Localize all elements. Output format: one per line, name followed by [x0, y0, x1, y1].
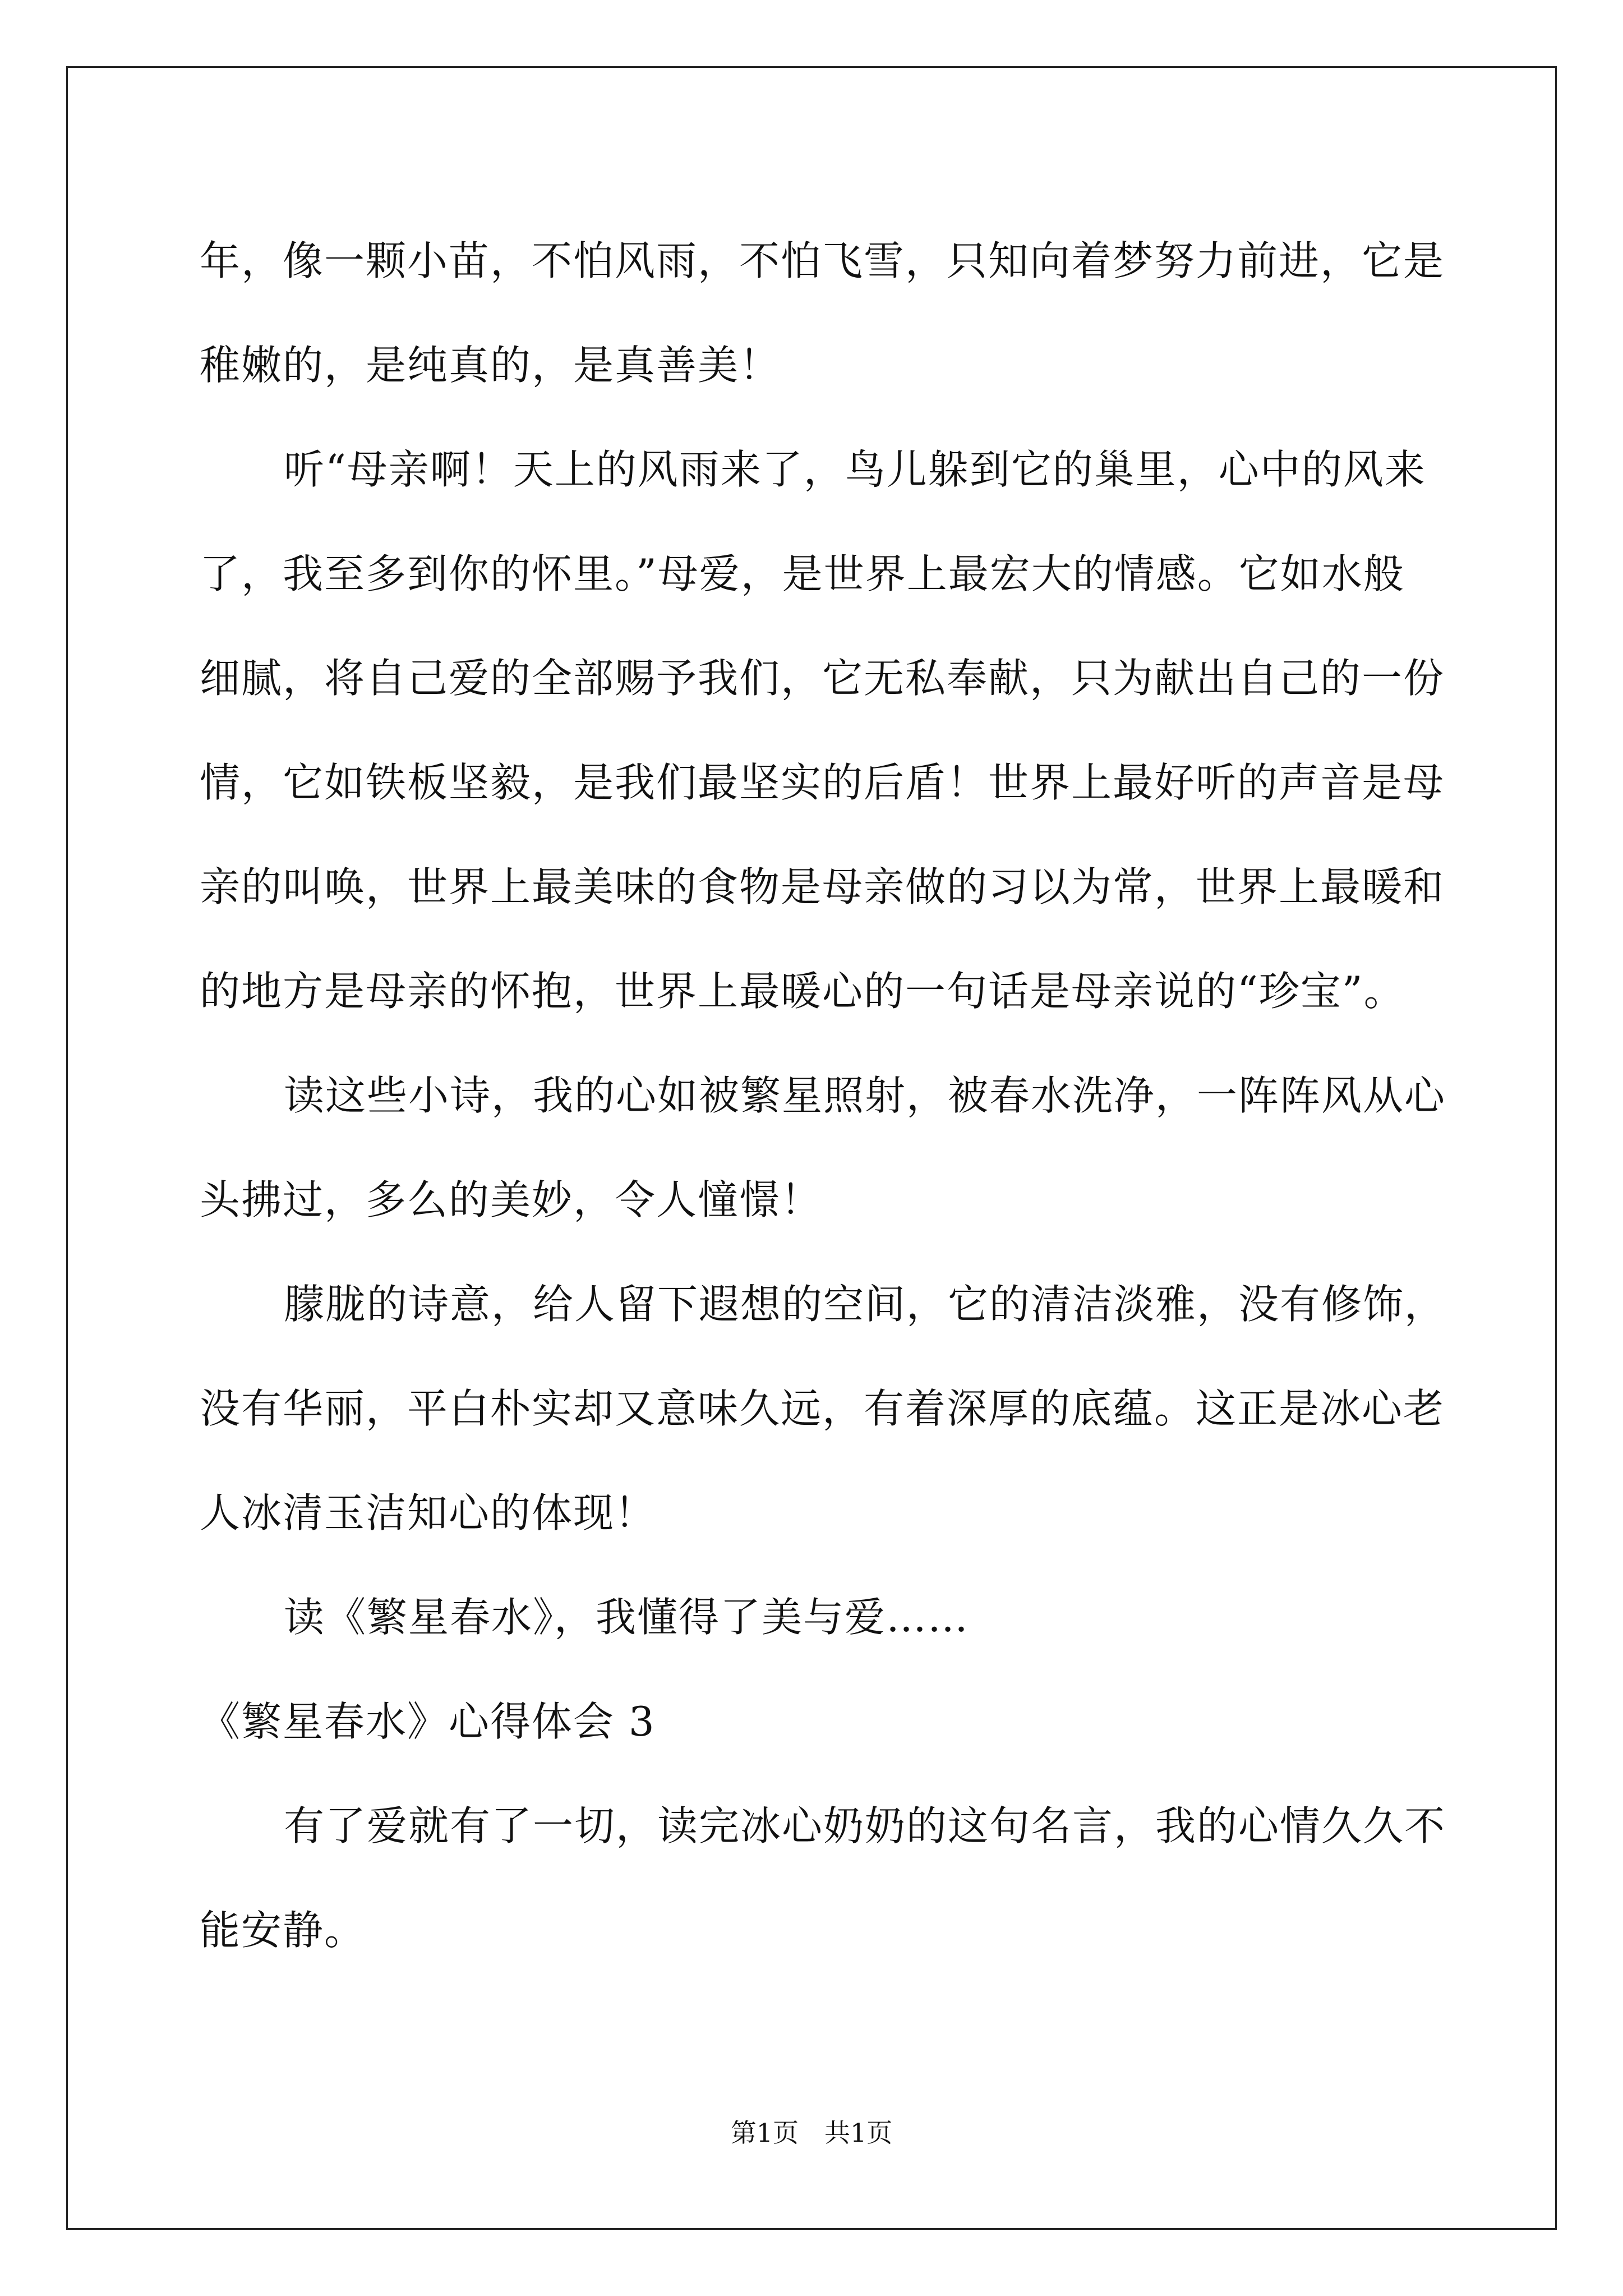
text-line: 稚嫩的，是纯真的，是真善美！	[200, 342, 781, 389]
page-footer: 第1页 共1页	[730, 2118, 893, 2148]
text-line: 听“母亲啊！天上的风雨来了，鸟儿躲到它的巢里，心中的风来	[284, 446, 1426, 493]
text-line: 年，像一颗小苗，不怕风雨，不怕飞雪，只知向着梦努力前进，它是	[200, 237, 1445, 284]
text-line: 有了爱就有了一切，读完冰心奶奶的这句名言，我的心情久久不	[284, 1802, 1446, 1849]
text-line: 读这些小诗，我的心如被繁星照射，被春水洗净，一阵阵风从心	[284, 1072, 1446, 1119]
text-line: 了，我至多到你的怀里。”母爱，是世界上最宏大的情感。它如水般	[200, 550, 1405, 597]
text-line: 没有华丽，平白朴实却又意味久远，有着深厚的底蕴。这正是冰心老	[200, 1385, 1445, 1432]
text-line: 读《繁星春水》，我懂得了美与爱……	[284, 1594, 970, 1641]
text-line: 能安静。	[200, 1907, 366, 1954]
text-line: 亲的叫唤，世界上最美味的食物是母亲做的习以为常，世界上最暖和	[200, 863, 1445, 910]
text-line: 情，它如铁板坚毅，是我们最坚实的后盾！世界上最好听的声音是母	[200, 759, 1445, 806]
text-line: 细腻，将自己爱的全部赐予我们，它无私奉献，只为献出自己的一份	[200, 655, 1445, 702]
document-body	[200, 209, 1446, 1982]
text-line: 头拂过，多么的美妙，令人憧憬！	[200, 1176, 823, 1223]
section-heading: 《繁星春水》心得体会 3	[200, 1698, 656, 1745]
text-line: 朦胧的诗意，给人留下遐想的空间，它的清洁淡雅，没有修饰，	[284, 1281, 1446, 1328]
text-line: 人冰清玉洁知心的体现！	[200, 1489, 657, 1536]
text-line: 的地方是母亲的怀抱，世界上最暖心的一句话是母亲说的“珍宝”。	[200, 968, 1405, 1015]
